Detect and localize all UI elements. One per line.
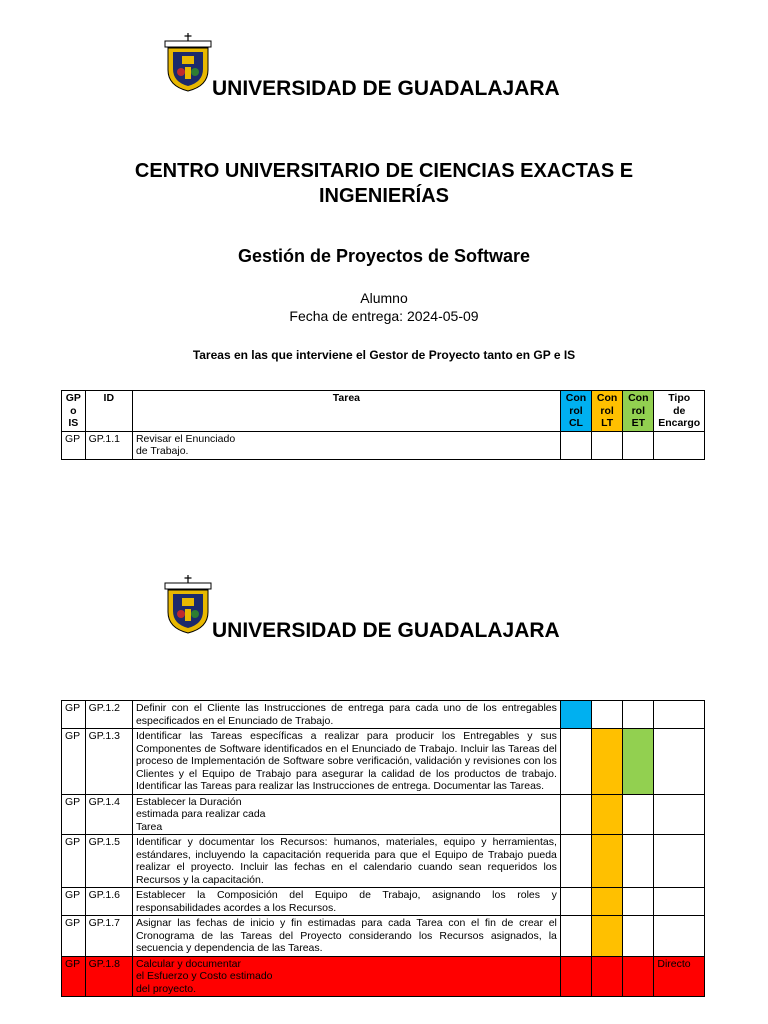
cell-control-et <box>623 431 654 459</box>
cell-gp: GP <box>62 431 86 459</box>
cell-tarea: Establecer la Duración estimada para realizar cada Tarea <box>132 794 560 835</box>
course-title: Gestión de Proyectos de Software <box>237 246 531 266</box>
centro-title-line-2: INGENIERÍAS <box>318 185 450 207</box>
cell-control-cl <box>560 916 591 957</box>
university-name: UNIVERSIDAD DE GUADALAJARA <box>212 77 560 100</box>
student-label: Alumno <box>360 290 408 306</box>
cell-control-et <box>623 794 654 835</box>
cell-tipo <box>654 729 705 795</box>
cell-gp: GP <box>62 888 86 916</box>
cell-control-et <box>623 701 654 729</box>
cell-gp: GP <box>62 701 86 729</box>
tasks-table-page-2 <box>61 700 705 997</box>
cell-gp: GP <box>62 835 86 888</box>
cell-control-cl <box>560 956 591 997</box>
cell-control-cl <box>560 729 591 795</box>
cell-control-et <box>623 888 654 916</box>
cell-id: GP.1.1 <box>85 431 132 459</box>
table-row-highlighted <box>62 956 705 997</box>
cell-id: GP.1.7 <box>85 916 132 957</box>
cell-tipo <box>654 888 705 916</box>
cell-control-cl <box>560 794 591 835</box>
cell-control-et <box>623 835 654 888</box>
header-control-lt: Con rol LT <box>592 391 623 432</box>
cell-id: GP.1.8 <box>85 956 132 997</box>
cell-id: GP.1.3 <box>85 729 132 795</box>
cell-tipo <box>654 701 705 729</box>
cell-control-lt <box>592 729 623 795</box>
header-tarea: Tarea <box>132 391 560 432</box>
cell-tipo <box>654 835 705 888</box>
cell-tipo <box>654 431 705 459</box>
cell-tipo: Directo <box>654 956 705 997</box>
table-header-row <box>62 391 705 432</box>
table-row <box>62 794 705 835</box>
cell-control-cl <box>560 701 591 729</box>
cell-gp: GP <box>62 956 86 997</box>
cell-id: GP.1.2 <box>85 701 132 729</box>
university-header <box>162 30 622 100</box>
cell-tarea: Identificar y documentar los Recursos: humanos, materiales, equipo y herramientas, estándares, incluyendo la capacitación requerida para que el Equipo de Trabajo pueda realizar el proyecto. Incluir las fechas en el calendario cuando sean requeridos los Recursos y la capacitación. <box>132 835 560 888</box>
table-row <box>62 701 705 729</box>
cell-control-lt <box>592 794 623 835</box>
cell-control-cl <box>560 888 591 916</box>
cell-id: GP.1.6 <box>85 888 132 916</box>
cell-tarea: Definir con el Cliente las Instrucciones de entrega para cada uno de los entregables especificados en el Enunciado de Trabajo. <box>132 701 560 729</box>
cell-tipo <box>654 794 705 835</box>
cell-control-lt <box>592 431 623 459</box>
cell-tarea: Revisar el Enunciado de Trabajo. <box>132 431 560 459</box>
table-caption: Tareas en las que interviene el Gestor de Proyecto tanto en GP e IS <box>192 348 576 362</box>
cell-control-lt <box>592 701 623 729</box>
cell-control-et <box>623 956 654 997</box>
cell-control-lt <box>592 835 623 888</box>
cell-tarea: Calcular y documentar el Esfuerzo y Costo estimado del proyecto. <box>132 956 560 997</box>
university-header-page-2 <box>162 572 622 642</box>
university-crest-icon <box>162 574 214 634</box>
cell-gp: GP <box>62 729 86 795</box>
header-control-et: Con rol ET <box>623 391 654 432</box>
centro-title <box>0 159 768 209</box>
cell-gp: GP <box>62 794 86 835</box>
table-row <box>62 729 705 795</box>
cell-tipo <box>654 916 705 957</box>
header-gp-is: GP o IS <box>62 391 86 432</box>
cell-tarea: Establecer la Composición del Equipo de Trabajo, asignando los roles y responsabilidades acordes a los Recursos. <box>132 888 560 916</box>
cell-control-et <box>623 729 654 795</box>
centro-title-line-1: CENTRO UNIVERSITARIO DE CIENCIAS EXACTAS E <box>134 160 634 182</box>
table-row <box>62 431 705 459</box>
cell-tarea: Asignar las fechas de inicio y fin estimadas para cada Tarea con el fin de crear el Cronograma de las Tareas del Proyecto considerando los Recursos asignados, la secuencia y dependencia de las Tareas. <box>132 916 560 957</box>
cell-control-et <box>623 916 654 957</box>
header-control-cl: Con rol CL <box>560 391 591 432</box>
cell-control-cl <box>560 835 591 888</box>
delivery-date: Fecha de entrega: 2024-05-09 <box>289 308 479 324</box>
cell-control-lt <box>592 956 623 997</box>
cell-id: GP.1.4 <box>85 794 132 835</box>
table-row <box>62 835 705 888</box>
cell-tarea: Identificar las Tareas específicas a realizar para producir los Entregables y sus Componentes de Software identificados en el Enunciado de Trabajo. Incluir las Tareas del proceso de Implementación de Software sobre verificación, validación y revisiones con los Clientes y el Equipo de Trabajo para asegurar la calidad de los productos de trabajo. Identificar las Tareas para realizar las Instrucciones de entrega. Documentar las Tareas. <box>132 729 560 795</box>
header-id: ID <box>85 391 132 432</box>
tasks-table-page-1 <box>61 390 705 460</box>
header-tipo-encargo: Tipo de Encargo <box>654 391 705 432</box>
table-row <box>62 888 705 916</box>
university-crest-icon <box>162 32 214 92</box>
cell-control-lt <box>592 888 623 916</box>
cell-control-lt <box>592 916 623 957</box>
cell-id: GP.1.5 <box>85 835 132 888</box>
cell-gp: GP <box>62 916 86 957</box>
university-name: UNIVERSIDAD DE GUADALAJARA <box>212 619 560 642</box>
table-row <box>62 916 705 957</box>
cell-control-cl <box>560 431 591 459</box>
